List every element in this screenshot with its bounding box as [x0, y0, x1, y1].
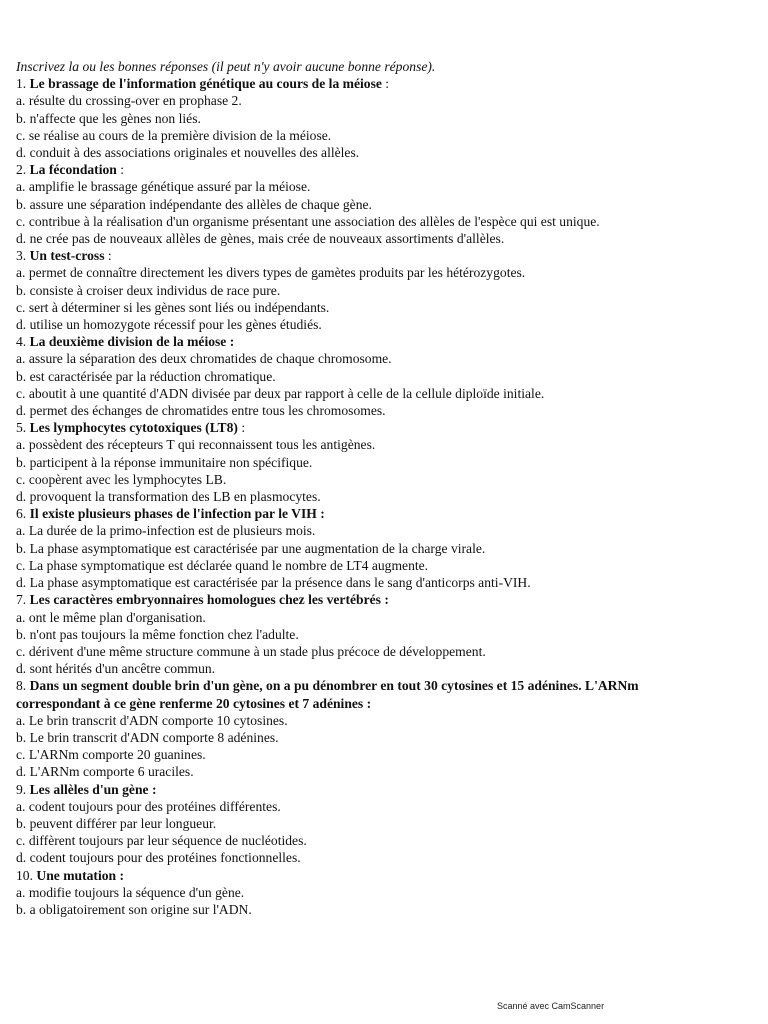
option-8d: d. L'ARNm comporte 6 uraciles. — [16, 764, 194, 780]
option-6d: d. La phase asymptomatique est caractérisée par la présence dans le sang d'anticorps anti-VIH. — [16, 575, 531, 591]
question-8 — [16, 677, 756, 694]
question-number: 10. — [16, 867, 33, 883]
option-9d: d. codent toujours pour des protéines fonctionnelles. — [16, 850, 301, 866]
option-6c: c. La phase symptomatique est déclarée quand le nombre de LT4 augmente. — [16, 557, 429, 573]
option-3b: b. consiste à croiser deux individus de race pure. — [16, 282, 281, 298]
option-8c: c. L'ARNm comporte 20 guanines. — [16, 747, 206, 763]
question-8-continued — [16, 695, 756, 712]
question-2 — [16, 161, 756, 178]
question-text: Il existe plusieurs phases de l'infection par le VIH : — [29, 506, 325, 522]
question-suffix: : — [237, 420, 246, 436]
question-9 — [16, 781, 756, 798]
question-suffix: : — [104, 248, 112, 264]
question-text: La fécondation — [29, 162, 117, 178]
document-page — [16, 58, 756, 918]
question-1 — [16, 75, 756, 92]
option-5a: a. possèdent des récepteurs T qui reconnaissent tous les antigènes. — [16, 437, 376, 453]
option-7c: c. dérivent d'une même structure commune à un stade plus précoce de développement. — [16, 643, 486, 659]
question-number: 4. — [16, 334, 27, 350]
option-1b: b. n'affecte que les gènes non liés. — [16, 110, 201, 126]
option-3d: d. utilise un homozygote récessif pour les gènes étudiés. — [16, 317, 322, 333]
question-5 — [16, 419, 756, 436]
question-text-continued: correspondant à ce gène renferme 20 cytosines et 7 adénines : — [16, 695, 372, 711]
question-number: 2. — [16, 162, 27, 178]
question-text: Un test-cross — [29, 248, 105, 264]
option-9c: c. diffèrent toujours par leur séquence de nucléotides. — [16, 833, 307, 849]
option-5d: d. provoquent la transformation des LB en plasmocytes. — [16, 489, 321, 505]
question-text: Dans un segment double brin d'un gène, on a pu dénombrer en tout 30 cytosines et 15 adénines. L'ARNm — [29, 678, 639, 694]
scanner-watermark: Scanné avec CamScanner — [497, 1001, 605, 1011]
option-4c: c. aboutit à une quantité d'ADN divisée par deux par rapport à celle de la cellule diploïde initiale. — [16, 385, 545, 401]
question-text: Une mutation : — [36, 867, 125, 883]
question-text: La deuxième division de la méiose : — [29, 334, 235, 350]
question-text: Les lymphocytes cytotoxiques (LT8) — [29, 420, 238, 436]
option-3c: c. sert à déterminer si les gènes sont liés ou indépendants. — [16, 299, 330, 315]
question-3 — [16, 247, 756, 264]
option-8b: b. Le brin transcrit d'ADN comporte 8 adénines. — [16, 729, 279, 745]
option-2c: c. contribue à la réalisation d'un organisme présentant une association des allèles de l'espèce qui est unique. — [16, 213, 600, 229]
question-suffix: : — [116, 162, 125, 178]
option-7d: d. sont hérités d'un ancêtre commun. — [16, 661, 216, 677]
option-2a: a. amplifie le brassage génétique assuré par la méiose. — [16, 179, 311, 195]
question-number: 5. — [16, 420, 27, 436]
option-2d: d. ne crée pas de nouveaux allèles de gènes, mais crée de nouveaux assortiments d'allèles. — [16, 231, 505, 247]
question-number: 7. — [16, 592, 27, 608]
question-number: 6. — [16, 506, 27, 522]
option-4d: d. permet des échanges de chromatides entre tous les chromosomes. — [16, 403, 386, 419]
option-10b: b. a obligatoirement son origine sur l'ADN. — [16, 901, 252, 917]
option-1a: a. résulte du crossing-over en prophase 2. — [16, 93, 242, 109]
option-7a: a. ont le même plan d'organisation. — [16, 609, 206, 625]
question-text: Les caractères embryonnaires homologues chez les vertébrés : — [29, 592, 389, 608]
option-10a: a. modifie toujours la séquence d'un gène. — [16, 884, 245, 900]
option-9a: a. codent toujours pour des protéines différentes. — [16, 798, 281, 814]
option-2b: b. assure une séparation indépendante des allèles de chaque gène. — [16, 196, 372, 212]
option-7b: b. n'ont pas toujours la même fonction chez l'adulte. — [16, 626, 299, 642]
question-text: Le brassage de l'information génétique au cours de la méiose — [29, 76, 382, 92]
question-6 — [16, 505, 756, 522]
option-5b: b. participent à la réponse immunitaire non spécifique. — [16, 454, 313, 470]
question-number: 3. — [16, 248, 27, 264]
option-5c: c. coopèrent avec les lymphocytes LB. — [16, 471, 227, 487]
option-1c: c. se réalise au cours de la première division de la méiose. — [16, 127, 332, 143]
option-9b: b. peuvent différer par leur longueur. — [16, 815, 217, 831]
option-4a: a. assure la séparation des deux chromatides de chaque chromosome. — [16, 351, 392, 367]
instructions: Inscrivez la ou les bonnes réponses (il peut n'y avoir aucune bonne réponse). — [16, 59, 436, 74]
question-text: Les allèles d'un gène : — [29, 781, 157, 797]
question-10 — [16, 867, 756, 884]
question-number: 9. — [16, 781, 27, 797]
question-number: 1. — [16, 76, 27, 92]
question-7 — [16, 591, 756, 608]
option-4b: b. est caractérisée par la réduction chromatique. — [16, 368, 276, 384]
option-6b: b. La phase asymptomatique est caractérisée par une augmentation de la charge virale. — [16, 540, 486, 556]
option-8a: a. Le brin transcrit d'ADN comporte 10 cytosines. — [16, 712, 288, 728]
question-4 — [16, 333, 756, 350]
question-number: 8. — [16, 678, 27, 694]
option-6a: a. La durée de la primo-infection est de plusieurs mois. — [16, 523, 316, 539]
option-1d: d. conduit à des associations originales et nouvelles des allèles. — [16, 145, 360, 161]
question-suffix: : — [381, 76, 390, 92]
option-3a: a. permet de connaître directement les divers types de gamètes produits par les hétérozygotes. — [16, 265, 526, 281]
